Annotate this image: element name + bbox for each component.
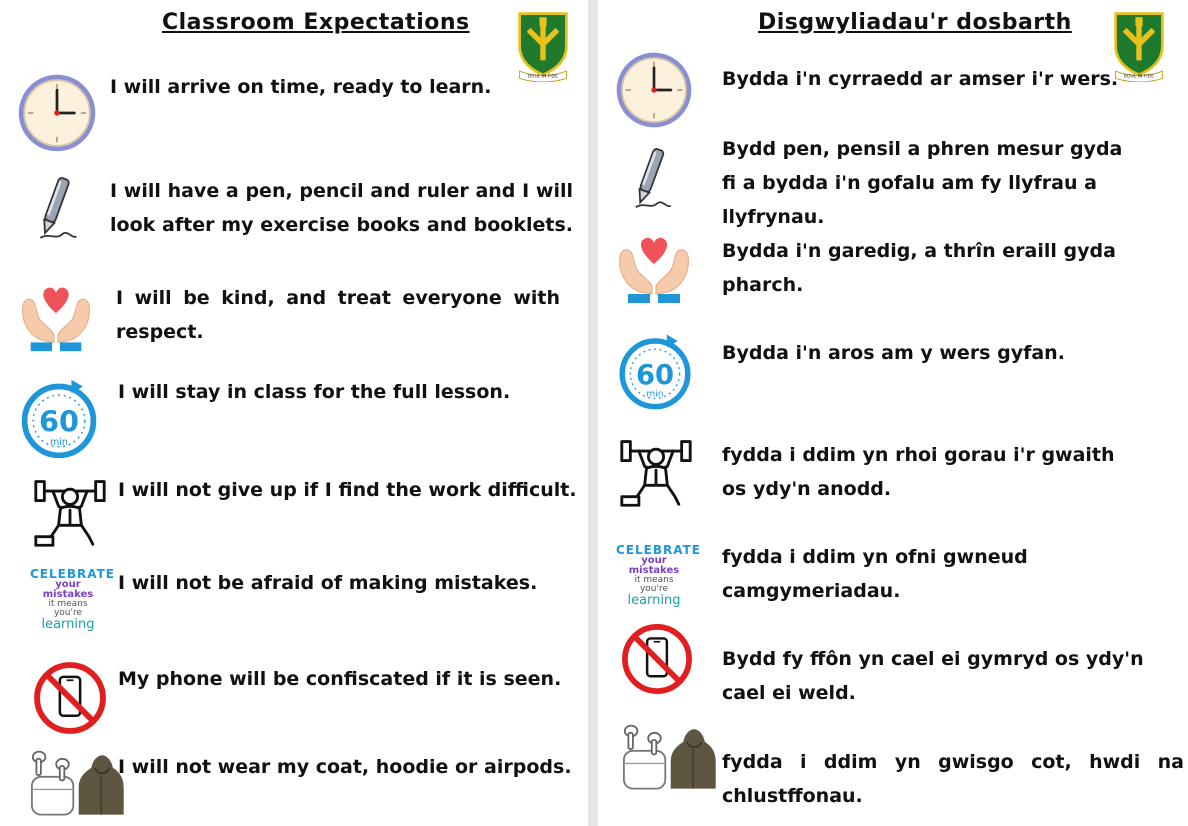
clock-icon: [16, 72, 98, 154]
celebrate-mistakes-icon: CELEBRATE your mistakes it means you're learning: [30, 567, 115, 632]
expectation-8: fydda i ddim yn gwisgo cot, hwdi na chlustffonau.: [722, 751, 1184, 807]
expectation-7: Bydd fy ffôn yn cael ei gymryd os ydy'n cael ei weld.: [722, 648, 1144, 704]
expectation-3: Bydda i'n garedig, a thrîn eraill gyda pharch.: [722, 240, 1116, 296]
timer-number: 60: [635, 359, 675, 391]
timer-unit: min: [49, 436, 69, 448]
weightlifter-icon: [32, 474, 108, 550]
airpods-and-hoodie-icon: [616, 722, 720, 794]
timer-number: 60: [39, 404, 79, 439]
pen-icon: [22, 175, 84, 247]
expectation-1: I will arrive on time, ready to learn.: [110, 76, 492, 98]
expectation-4: Bydda i'n aros am y wers gyfan.: [722, 342, 1065, 364]
expectation-2: Bydd pen, pensil a phren mesur gyda fi a bydda i'n gofalu am fy llyfrau a llyfrynau.: [722, 138, 1123, 228]
expectation-6: I will not be afraid of making mistakes.: [118, 572, 538, 594]
clock-icon: [614, 50, 694, 130]
caring-hands-heart-icon: [614, 230, 694, 310]
page-title: Classroom Expectations: [162, 10, 470, 35]
airpods-and-hoodie-icon: [24, 748, 128, 820]
expectation-5: fydda i ddim yn rhoi gorau i'r gwaith os ydy'n anodd.: [722, 444, 1115, 500]
expectation-4: I will stay in class for the full lesson.: [118, 381, 511, 403]
no-phone-icon: [32, 660, 108, 736]
crest-motto: BOUL IN FIDE: [527, 74, 559, 80]
celebrate-mistakes-icon: CELEBRATE your mistakes it means you're learning: [616, 543, 701, 608]
no-phone-icon: [620, 622, 694, 696]
expectation-1: Bydda i'n cyrraedd ar amser i'r wers.: [722, 68, 1119, 90]
crest-motto: BOUL IN FIDE: [1123, 74, 1155, 80]
pen-icon: [618, 146, 678, 216]
weightlifter-icon: [618, 434, 694, 510]
sixty-minute-timer-icon: [16, 376, 102, 462]
caring-hands-heart-icon: [16, 280, 96, 358]
welsh-page: [598, 0, 1188, 826]
english-page: [0, 0, 588, 826]
expectation-7: My phone will be confiscated if it is seen.: [118, 668, 562, 690]
timer-unit: min: [646, 389, 664, 400]
page-title: Disgwyliadau'r dosbarth: [758, 10, 1072, 35]
sixty-minute-timer-icon: [614, 330, 696, 414]
expectation-5: I will not give up if I find the work difficult.: [118, 479, 577, 501]
expectation-2: I will have a pen, pencil and ruler and I will look after my exercise books and booklets.: [110, 180, 573, 236]
expectation-8: I will not wear my coat, hoodie or airpods.: [118, 756, 572, 778]
expectation-3: I will be kind, and treat everyone with respect.: [116, 287, 560, 343]
expectation-6: fydda i ddim yn ofni gwneud camgymeriadau.: [722, 546, 1028, 602]
